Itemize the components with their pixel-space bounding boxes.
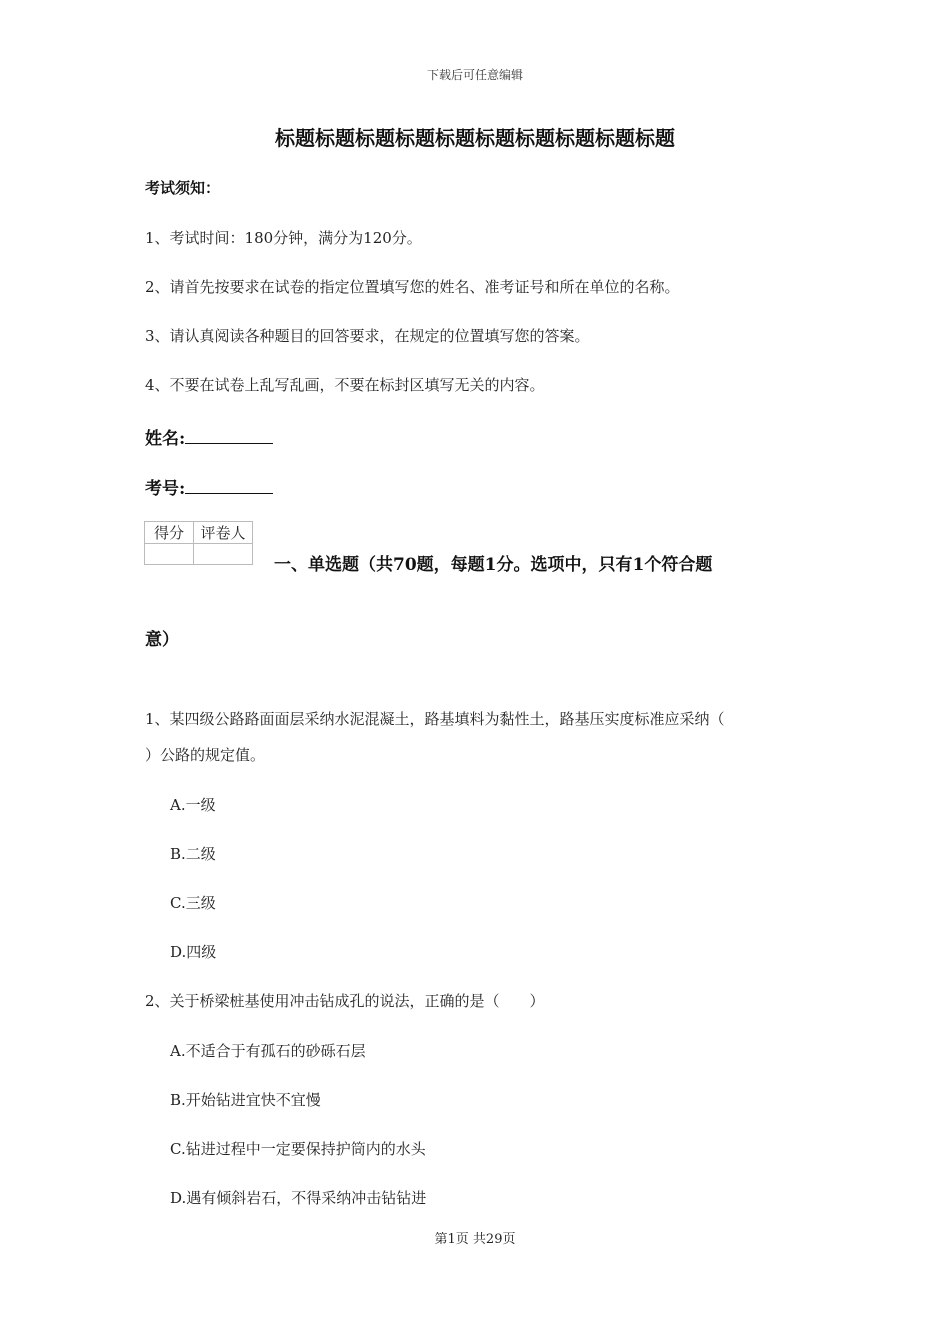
answer-option: A.不适合于有孤石的砂砾石层 — [170, 1042, 366, 1060]
exam-number-label: 考号: — [145, 479, 186, 499]
page-footer: 第1页 共29页 — [434, 1232, 516, 1247]
question-text-continued: ）公路的规定值。 — [145, 746, 266, 764]
score-cell — [145, 544, 194, 565]
notice-rule: 2、请首先按要求在试卷的指定位置填写您的姓名、准考证号和所在单位的名称。 — [145, 278, 680, 296]
question-text: 2、关于桥梁桩基使用冲击钻成孔的说法，正确的是（ ） — [145, 992, 545, 1010]
answer-option: C.钻进过程中一定要保持护筒内的水头 — [170, 1140, 426, 1158]
score-header: 得分 — [145, 522, 194, 544]
section-title-continued: 意） — [145, 630, 179, 650]
answer-option: B.二级 — [170, 845, 216, 863]
answer-option: A.一级 — [170, 796, 216, 814]
notice-heading: 考试须知： — [145, 179, 221, 197]
answer-option: B.开始钻进宜快不宜慢 — [170, 1091, 321, 1109]
exam-number-field — [145, 474, 273, 499]
document-title: 标题标题标题标题标题标题标题标题标题标题 — [275, 126, 675, 150]
score-table — [144, 521, 253, 565]
section-title: 一、单选题（共70题，每题1分。选项中，只有1个符合题 — [274, 555, 713, 575]
question-text: 1、某四级公路路面面层采纳水泥混凝土，路基填料为黏性土，路基压实度标准应采纳（ — [145, 710, 725, 728]
grader-header: 评卷人 — [194, 522, 253, 544]
grader-cell — [194, 544, 253, 565]
notice-rule: 3、请认真阅读各种题目的回答要求，在规定的位置填写您的答案。 — [145, 327, 590, 345]
exam-number-blank[interactable] — [185, 477, 273, 494]
answer-option: D.四级 — [170, 943, 217, 961]
answer-option: D.遇有倾斜岩石，不得采纳冲击钻钻进 — [170, 1189, 427, 1207]
notice-rule: 1、考试时间：180分钟，满分为120分。 — [145, 229, 422, 247]
name-field — [145, 424, 273, 449]
header-note: 下载后可任意编辑 — [426, 68, 523, 82]
answer-option: C.三级 — [170, 894, 216, 912]
notice-rule: 4、不要在试卷上乱写乱画，不要在标封区填写无关的内容。 — [145, 376, 545, 394]
name-label: 姓名: — [145, 429, 186, 449]
name-blank[interactable] — [185, 427, 273, 444]
